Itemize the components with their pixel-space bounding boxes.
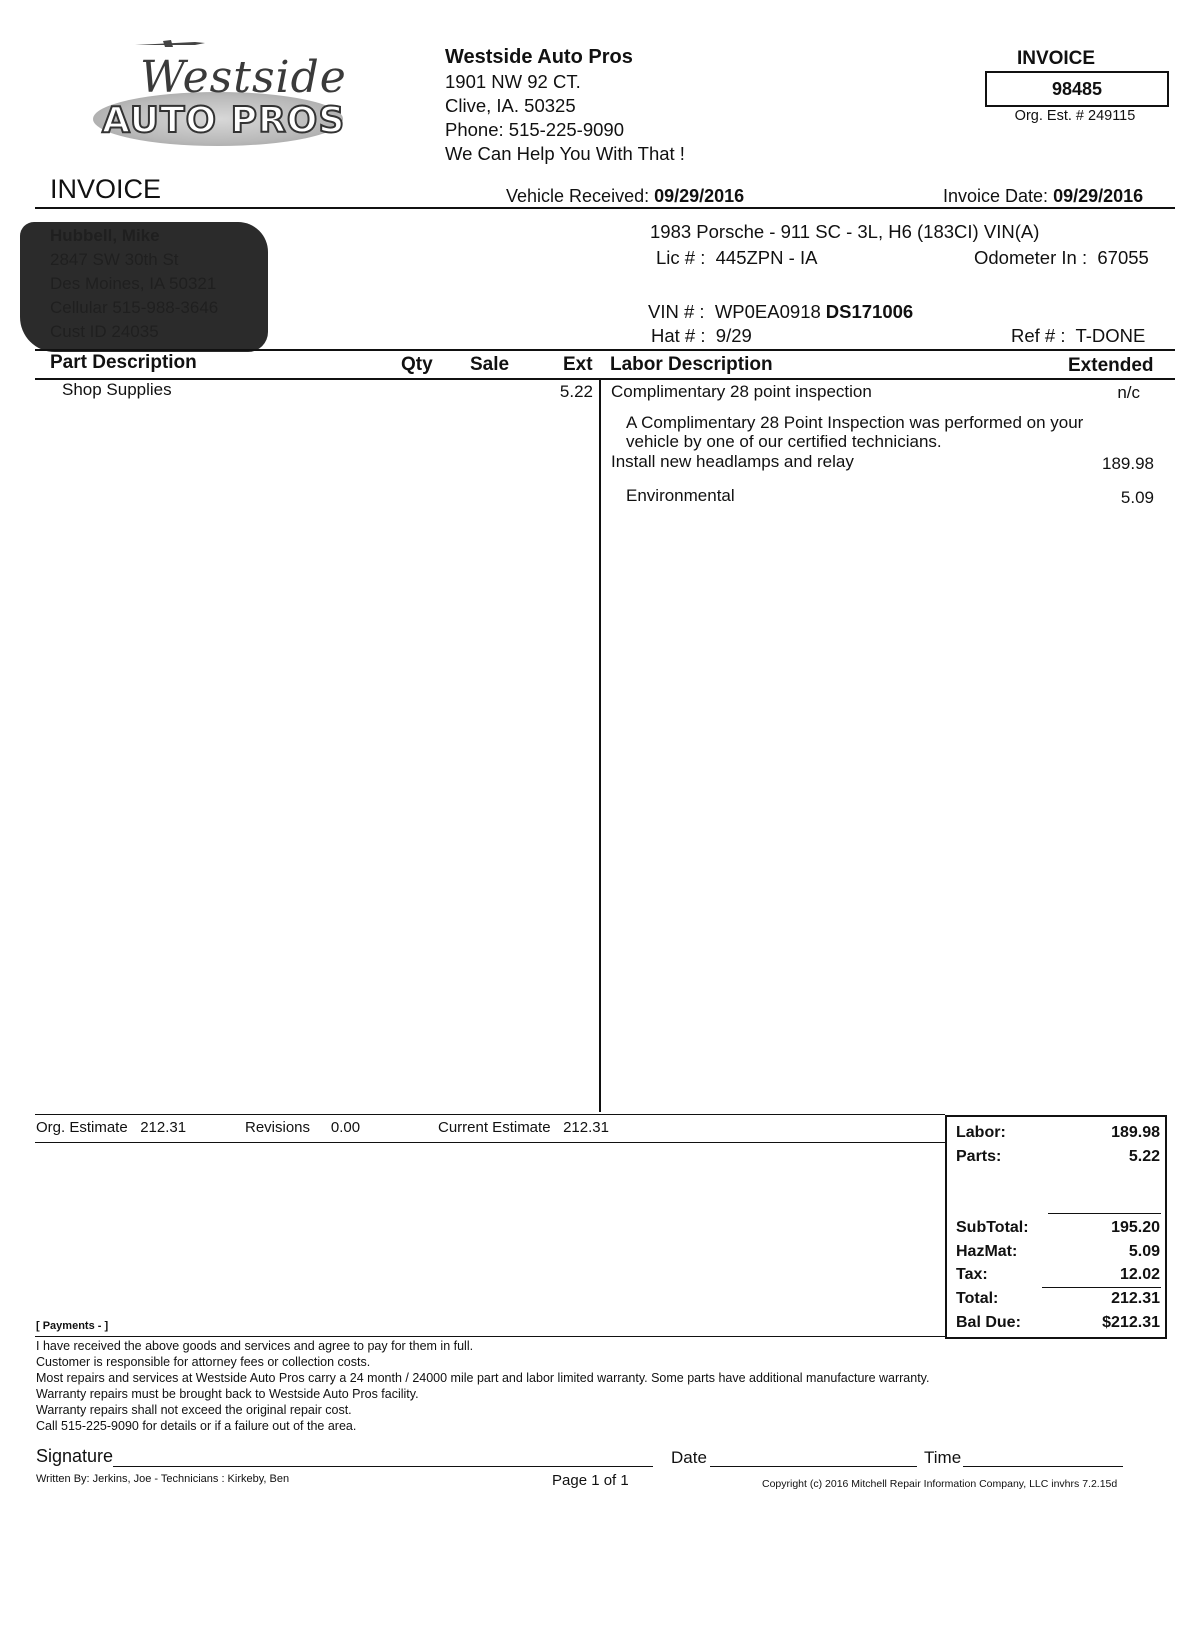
- invoice-date: [943, 186, 1143, 207]
- payments-divider: [35, 1336, 947, 1337]
- total-rule: [1042, 1287, 1161, 1288]
- current-estimate: [438, 1119, 609, 1136]
- totals-value: 5.22: [1128, 1148, 1160, 1165]
- revisions-value: 0.00: [330, 1119, 361, 1136]
- signature-line[interactable]: [113, 1466, 653, 1467]
- odometer-label: Odometer In :: [974, 247, 1088, 268]
- current-estimate-value: 212.31: [563, 1119, 609, 1136]
- parts-header-ext: Ext: [563, 354, 593, 375]
- labor-header-extended: Extended: [1068, 355, 1154, 376]
- ref-label: Ref # :: [1011, 325, 1066, 346]
- shop-address1: 1901 NW 92 CT.: [445, 71, 581, 92]
- ref: [1011, 325, 1145, 347]
- org-estimate: [36, 1119, 186, 1136]
- vehicle-description: 1983 Porsche - 911 SC - 3L, H6 (183CI) VIN(A): [650, 221, 1040, 242]
- logo-script-text: Westside: [140, 52, 347, 103]
- parts-header-sale: Sale: [470, 354, 510, 375]
- labor-row-description: Install new headlamps and relay: [611, 452, 854, 471]
- org-estimate-value: 212.31: [140, 1119, 187, 1136]
- labor-row-amount: n/c: [1117, 383, 1140, 402]
- invoice-date-label: Invoice Date:: [943, 186, 1049, 206]
- table-header-divider: [35, 378, 1175, 380]
- logo-block-text: AUTO PROS: [102, 100, 346, 141]
- hat-value: 9/29: [715, 325, 752, 346]
- totals-value: 189.98: [1111, 1124, 1160, 1141]
- terms-line: Warranty repairs must be brought back to Westside Auto Pros facility.: [36, 1387, 419, 1401]
- invoice-number: 98485: [985, 71, 1169, 107]
- vin-prefix: WP0EA0918: [714, 301, 821, 322]
- totals-value: 12.02: [1119, 1266, 1160, 1283]
- hat-label: Hat # :: [651, 325, 706, 346]
- revisions: [245, 1119, 360, 1136]
- date-label: Date: [671, 1448, 707, 1467]
- labor-row-description: Complimentary 28 point inspection: [611, 382, 872, 401]
- payments-label: [ Payments - ]: [36, 1320, 109, 1332]
- totals-label: Tax:: [956, 1266, 988, 1283]
- parts-header-qty: Qty: [401, 354, 433, 375]
- totals-label: HazMat:: [956, 1243, 1018, 1260]
- vin-label: VIN # :: [648, 301, 705, 322]
- time-line[interactable]: [963, 1466, 1123, 1467]
- labor-note-line: vehicle by one of our certified technicians.: [626, 432, 942, 451]
- copyright: Copyright (c) 2016 Mitchell Repair Information Company, LLC invhrs 7.2.15d: [762, 1478, 1118, 1490]
- header-divider: [35, 207, 1175, 209]
- part-row-ext: 5.22: [559, 382, 593, 401]
- labor-header-description: Labor Description: [610, 354, 773, 375]
- page-number: Page 1 of 1: [552, 1472, 629, 1489]
- terms-line: Most repairs and services at Westside Auto Pros carry a 24 month / 24000 mile part and labor limited warranty. Some parts have additional manufacture warranty.: [36, 1371, 930, 1385]
- org-est-number: Org. Est. # 249115: [1014, 108, 1136, 124]
- vehicle-received-label: Vehicle Received:: [506, 186, 650, 206]
- invoice-box-label: INVOICE: [1016, 48, 1096, 69]
- totals-value: $212.31: [1102, 1314, 1160, 1331]
- shop-tagline: We Can Help You With That !: [445, 143, 685, 164]
- current-estimate-label: Current Estimate: [438, 1119, 551, 1136]
- signature-label: Signature: [36, 1446, 114, 1466]
- labor-row-amount: 5.09: [1120, 488, 1154, 507]
- vin-suffix: DS171006: [825, 301, 914, 322]
- totals-label: Bal Due:: [956, 1314, 1021, 1331]
- terms-line: Customer is responsible for attorney fees or collection costs.: [36, 1355, 371, 1369]
- shop-phone: Phone: 515-225-9090: [445, 119, 624, 140]
- vehicle-received-value: 09/29/2016: [654, 186, 745, 206]
- vin: [648, 301, 913, 323]
- parts-header-description: Part Description: [50, 352, 197, 373]
- totals-label: Parts:: [956, 1148, 1002, 1165]
- time-label: Time: [924, 1448, 962, 1467]
- revisions-label: Revisions: [245, 1119, 311, 1136]
- totals-value: 212.31: [1111, 1290, 1160, 1307]
- totals-label: Labor:: [956, 1124, 1006, 1141]
- redaction-marker: [20, 222, 268, 352]
- shop-name: Westside Auto Pros: [445, 46, 633, 68]
- terms-line: Warranty repairs shall not exceed the original repair cost.: [36, 1403, 352, 1417]
- vehicle-received: [506, 186, 744, 207]
- vehicle-lic: [656, 247, 817, 269]
- part-row-description: Shop Supplies: [62, 380, 172, 399]
- parts-labor-column-divider: [599, 378, 601, 1112]
- date-line[interactable]: [710, 1466, 917, 1467]
- totals-label: Total:: [956, 1290, 999, 1307]
- labor-note-line: A Complimentary 28 Point Inspection was performed on your: [626, 413, 1084, 432]
- odometer: [974, 247, 1149, 269]
- ref-value: T-DONE: [1075, 325, 1146, 346]
- terms-line: Call 515-225-9090 for details or if a failure out of the area.: [36, 1419, 357, 1433]
- subtotal-rule: [1048, 1213, 1161, 1214]
- airplane-icon: [135, 40, 205, 48]
- totals-value: 5.09: [1128, 1243, 1160, 1260]
- org-estimate-label: Org. Estimate: [36, 1119, 128, 1136]
- labor-row-description: Environmental: [626, 486, 735, 505]
- terms-line: I have received the above goods and services and agree to pay for them in full.: [36, 1339, 474, 1353]
- table-top-divider: [35, 349, 1175, 351]
- odometer-value: 67055: [1097, 247, 1149, 268]
- estimate-top-divider: [35, 1114, 945, 1115]
- lic-value: 445ZPN - IA: [715, 247, 818, 268]
- written-by: Written By: Jerkins, Joe - Technicians : Kirkeby, Ben: [36, 1473, 290, 1485]
- totals-label: SubTotal:: [956, 1219, 1029, 1236]
- hat: [651, 325, 752, 347]
- lic-label: Lic # :: [656, 247, 706, 268]
- shop-address2: Clive, IA. 50325: [445, 95, 576, 116]
- estimate-bottom-divider: [35, 1142, 945, 1143]
- invoice-date-value: 09/29/2016: [1053, 186, 1144, 206]
- totals-value: 195.20: [1111, 1219, 1160, 1236]
- page-title: INVOICE: [50, 174, 162, 204]
- labor-row-amount: 189.98: [1102, 454, 1154, 473]
